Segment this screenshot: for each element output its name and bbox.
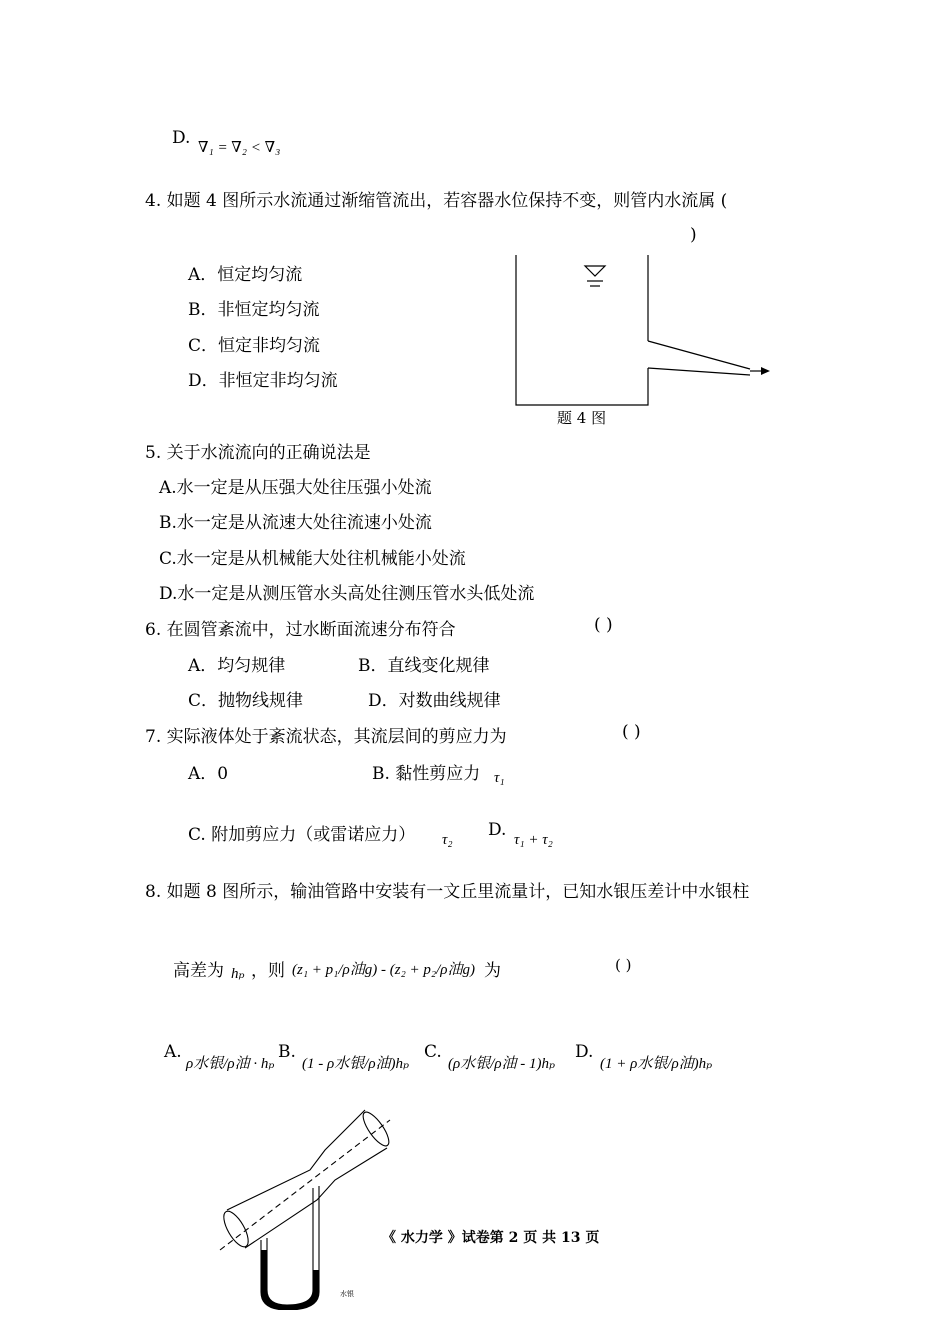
q8-expression: (z₁ + p₁/ρ油g) - (z₂ + p₂/ρ油g) bbox=[292, 962, 475, 978]
q5-option-c: C.水一定是从机械能大处往机械能小处流 bbox=[159, 549, 466, 569]
q8-paren: ( ) bbox=[615, 956, 632, 974]
q8-wei: 为 bbox=[484, 961, 501, 981]
q4-option-a: A．恒定均匀流 bbox=[188, 265, 303, 285]
q8-venturi-figure bbox=[215, 1100, 400, 1310]
q5-option-a: A.水一定是从压强大处往压强小处流 bbox=[159, 478, 432, 498]
q7-stem: 7. 实际液体处于紊流状态，其流层间的剪应力为 bbox=[145, 727, 507, 747]
q7-option-b: B. 黏性剪应力 bbox=[372, 764, 481, 784]
q4-figure-caption: 题 4 图 bbox=[557, 409, 607, 427]
q8-option-b-label: B. bbox=[278, 1042, 296, 1062]
q8-option-d-label: D. bbox=[575, 1042, 594, 1062]
q8-option-a-label: A. bbox=[164, 1042, 182, 1062]
q3-option-d-expr: ∇₁ = ∇₂ < ∇₃ bbox=[198, 140, 281, 156]
q4-option-c: C．恒定非均匀流 bbox=[188, 336, 321, 356]
q8-option-c-expr: (ρ水银/ρ油 - 1)hₚ bbox=[448, 1056, 556, 1072]
q6-option-b: B．直线变化规律 bbox=[358, 656, 490, 676]
q5-option-b: B.水一定是从流速大处往流速小处流 bbox=[159, 513, 432, 533]
q7-paren: ( ) bbox=[622, 722, 641, 742]
q5-stem: 5. 关于水流流向的正确说法是 bbox=[145, 443, 371, 463]
q4-option-d: D．非恒定非均匀流 bbox=[188, 371, 338, 391]
q4-paren-close: ) bbox=[690, 225, 697, 245]
q6-option-c: C．抛物线规律 bbox=[188, 691, 304, 711]
q7-option-a: A．0 bbox=[188, 764, 229, 784]
q4-stem: 4. 如题 4 图所示水流通过渐缩管流出，若容器水位保持不变，则管内水流属 ( bbox=[145, 191, 728, 211]
q4-figure bbox=[505, 248, 785, 418]
q6-paren: ( ) bbox=[594, 615, 613, 635]
q8-option-c-label: C. bbox=[424, 1042, 442, 1062]
q8-option-b-expr: (1 - ρ水银/ρ油)hₚ bbox=[302, 1056, 410, 1072]
q7-option-d: D. bbox=[488, 820, 507, 840]
q8-line2-prefix: 高差为 bbox=[173, 961, 224, 981]
q8-figure-mercury-label: 水银 bbox=[340, 1290, 354, 1298]
q8-stem: 8. 如题 8 图所示，输油管路中安装有一文丘里流量计，已知水银压差计中水银柱 bbox=[145, 882, 750, 902]
page-footer: 《 水力学 》试卷第 2 页 共 13 页 bbox=[382, 1230, 600, 1246]
q6-option-a: A．均匀规律 bbox=[188, 656, 286, 676]
q8-option-a-expr: ρ水银/ρ油 · hₚ bbox=[186, 1056, 275, 1072]
q5-option-d: D.水一定是从测压管水头高处往测压管水头低处流 bbox=[159, 584, 535, 604]
q7-option-c: C. 附加剪应力（或雷诺应力） bbox=[188, 825, 416, 845]
q4-option-b: B．非恒定均匀流 bbox=[188, 300, 320, 320]
q8-option-d-expr: (1 + ρ水银/ρ油)hₚ bbox=[600, 1056, 713, 1072]
q7-tau1: τ₁ bbox=[494, 770, 505, 786]
q7-tau2: τ₂ bbox=[442, 832, 453, 848]
q8-comma: ，则 bbox=[251, 961, 285, 981]
q6-stem: 6. 在圆管紊流中，过水断面流速分布符合 bbox=[145, 620, 456, 640]
q8-hp: hₚ bbox=[231, 966, 245, 982]
q7-tau-sum: τ₁ + τ₂ bbox=[514, 832, 553, 848]
q6-option-d: D．对数曲线规律 bbox=[368, 691, 501, 711]
q3-option-d-label: D. bbox=[172, 128, 191, 148]
